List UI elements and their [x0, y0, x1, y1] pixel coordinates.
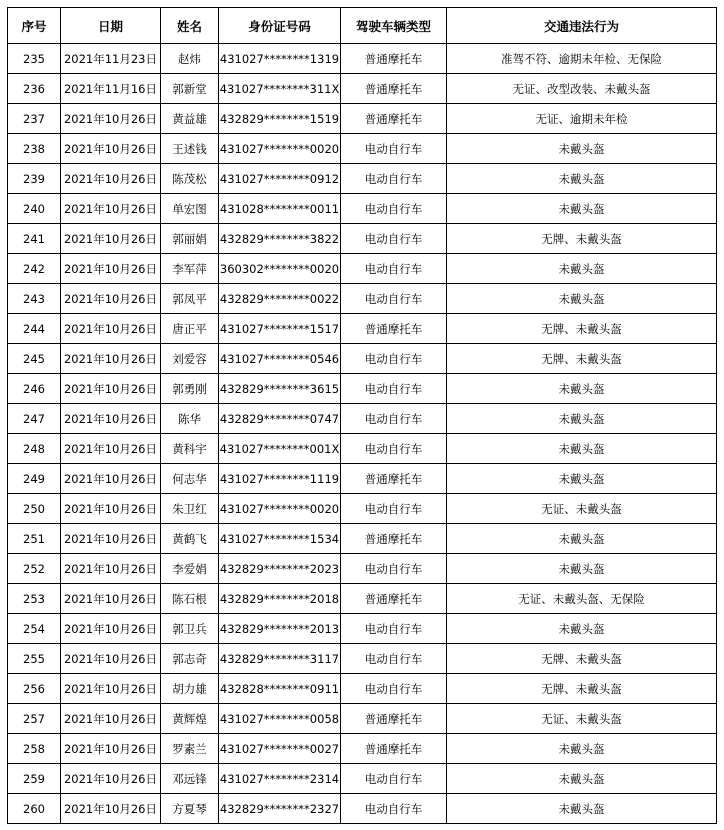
cell-id-number: 432829********0022: [219, 284, 341, 314]
cell-violation: 未戴头盔: [447, 614, 717, 644]
cell-name: 陈华: [161, 404, 219, 434]
cell-date: 2021年10月26日: [61, 554, 161, 584]
table-body: [8, 44, 717, 824]
cell-violation: 未戴头盔: [447, 794, 717, 824]
cell-id-number: 432829********2018: [219, 584, 341, 614]
table-row: [8, 44, 717, 74]
cell-name: 黄鹤飞: [161, 524, 219, 554]
cell-name: 黄益雄: [161, 104, 219, 134]
cell-id-number: 431027********001X: [219, 434, 341, 464]
cell-index: 257: [8, 704, 61, 734]
cell-id-number: 431027********0912: [219, 164, 341, 194]
cell-id-number: 432829********2023: [219, 554, 341, 584]
cell-date: 2021年11月23日: [61, 44, 161, 74]
cell-date: 2021年10月26日: [61, 794, 161, 824]
table-row: [8, 494, 717, 524]
header-row: [8, 8, 717, 44]
cell-violation: 无牌、未戴头盔: [447, 674, 717, 704]
cell-name: 刘爱容: [161, 344, 219, 374]
cell-violation: 未戴头盔: [447, 194, 717, 224]
table-row: [8, 434, 717, 464]
cell-name: 郭丽娟: [161, 224, 219, 254]
cell-index: 247: [8, 404, 61, 434]
header-id-number: 身份证号码: [219, 8, 341, 44]
cell-id-number: 432829********3615: [219, 374, 341, 404]
cell-id-number: 431027********1517: [219, 314, 341, 344]
cell-date: 2021年11月16日: [61, 74, 161, 104]
cell-name: 罗素兰: [161, 734, 219, 764]
cell-name: 邓远锋: [161, 764, 219, 794]
cell-name: 陈茂松: [161, 164, 219, 194]
cell-index: 248: [8, 434, 61, 464]
cell-vehicle-type: 电动自行车: [341, 134, 447, 164]
cell-vehicle-type: 电动自行车: [341, 794, 447, 824]
cell-name: 李军萍: [161, 254, 219, 284]
cell-id-number: 431027********0020: [219, 134, 341, 164]
cell-name: 王述钱: [161, 134, 219, 164]
cell-index: 243: [8, 284, 61, 314]
cell-id-number: 360302********0020: [219, 254, 341, 284]
cell-violation: 无牌、未戴头盔: [447, 314, 717, 344]
cell-violation: 无牌、未戴头盔: [447, 344, 717, 374]
cell-index: 258: [8, 734, 61, 764]
table-row: [8, 314, 717, 344]
table-row: [8, 764, 717, 794]
cell-index: 255: [8, 644, 61, 674]
cell-violation: 未戴头盔: [447, 164, 717, 194]
cell-date: 2021年10月26日: [61, 254, 161, 284]
cell-date: 2021年10月26日: [61, 674, 161, 704]
cell-name: 郭凤平: [161, 284, 219, 314]
table-row: [8, 524, 717, 554]
cell-id-number: 431027********1319: [219, 44, 341, 74]
cell-name: 唐正平: [161, 314, 219, 344]
cell-violation: 未戴头盔: [447, 374, 717, 404]
cell-name: 黄辉煌: [161, 704, 219, 734]
cell-name: 陈石根: [161, 584, 219, 614]
cell-violation: 无证、未戴头盔、无保险: [447, 584, 717, 614]
table-row: [8, 614, 717, 644]
cell-date: 2021年10月26日: [61, 644, 161, 674]
cell-vehicle-type: 普通摩托车: [341, 524, 447, 554]
cell-vehicle-type: 电动自行车: [341, 674, 447, 704]
cell-violation: 无牌、未戴头盔: [447, 644, 717, 674]
cell-date: 2021年10月26日: [61, 374, 161, 404]
violations-table: [7, 7, 717, 824]
cell-date: 2021年10月26日: [61, 224, 161, 254]
table-row: [8, 404, 717, 434]
cell-name: 赵炜: [161, 44, 219, 74]
cell-violation: 未戴头盔: [447, 764, 717, 794]
cell-vehicle-type: 电动自行车: [341, 764, 447, 794]
cell-id-number: 432828********0911: [219, 674, 341, 704]
cell-vehicle-type: 普通摩托车: [341, 734, 447, 764]
cell-id-number: 432829********2013: [219, 614, 341, 644]
cell-vehicle-type: 普通摩托车: [341, 44, 447, 74]
cell-date: 2021年10月26日: [61, 194, 161, 224]
cell-name: 郭卫兵: [161, 614, 219, 644]
cell-index: 254: [8, 614, 61, 644]
cell-name: 朱卫红: [161, 494, 219, 524]
cell-name: 方夏琴: [161, 794, 219, 824]
table-row: [8, 794, 717, 824]
table-header: [8, 8, 717, 44]
table-row: [8, 734, 717, 764]
table-row: [8, 704, 717, 734]
table-row: [8, 254, 717, 284]
cell-index: 241: [8, 224, 61, 254]
cell-index: 239: [8, 164, 61, 194]
cell-date: 2021年10月26日: [61, 104, 161, 134]
cell-id-number: 431027********311X: [219, 74, 341, 104]
table-row: [8, 374, 717, 404]
cell-date: 2021年10月26日: [61, 614, 161, 644]
cell-violation: 准驾不符、逾期未年检、无保险: [447, 44, 717, 74]
cell-date: 2021年10月26日: [61, 704, 161, 734]
cell-index: 251: [8, 524, 61, 554]
cell-date: 2021年10月26日: [61, 164, 161, 194]
cell-id-number: 431027********2314: [219, 764, 341, 794]
cell-id-number: 431027********0020: [219, 494, 341, 524]
cell-vehicle-type: 电动自行车: [341, 554, 447, 584]
cell-index: 250: [8, 494, 61, 524]
cell-index: 246: [8, 374, 61, 404]
header-name: 姓名: [161, 8, 219, 44]
cell-index: 237: [8, 104, 61, 134]
cell-id-number: 431027********0027: [219, 734, 341, 764]
cell-vehicle-type: 电动自行车: [341, 614, 447, 644]
cell-violation: 未戴头盔: [447, 554, 717, 584]
cell-date: 2021年10月26日: [61, 434, 161, 464]
cell-vehicle-type: 普通摩托车: [341, 704, 447, 734]
cell-index: 253: [8, 584, 61, 614]
cell-index: 249: [8, 464, 61, 494]
cell-name: 郭新堂: [161, 74, 219, 104]
cell-violation: 无牌、未戴头盔: [447, 224, 717, 254]
cell-vehicle-type: 电动自行车: [341, 254, 447, 284]
cell-violation: 无证、改型改装、未戴头盔: [447, 74, 717, 104]
table-row: [8, 104, 717, 134]
cell-date: 2021年10月26日: [61, 284, 161, 314]
cell-vehicle-type: 电动自行车: [341, 164, 447, 194]
cell-date: 2021年10月26日: [61, 734, 161, 764]
cell-index: 259: [8, 764, 61, 794]
cell-violation: 未戴头盔: [447, 734, 717, 764]
cell-name: 黄科宇: [161, 434, 219, 464]
cell-id-number: 431027********1119: [219, 464, 341, 494]
cell-name: 何志华: [161, 464, 219, 494]
cell-date: 2021年10月26日: [61, 134, 161, 164]
cell-violation: 未戴头盔: [447, 254, 717, 284]
header-date: 日期: [61, 8, 161, 44]
cell-violation: 未戴头盔: [447, 134, 717, 164]
cell-index: 238: [8, 134, 61, 164]
cell-vehicle-type: 普通摩托车: [341, 104, 447, 134]
cell-violation: 无证、未戴头盔: [447, 494, 717, 524]
cell-violation: 无证、逾期未年检: [447, 104, 717, 134]
table-row: [8, 674, 717, 704]
cell-vehicle-type: 电动自行车: [341, 404, 447, 434]
cell-name: 李爱娟: [161, 554, 219, 584]
cell-violation: 未戴头盔: [447, 284, 717, 314]
cell-vehicle-type: 电动自行车: [341, 434, 447, 464]
table-row: [8, 224, 717, 254]
cell-vehicle-type: 普通摩托车: [341, 74, 447, 104]
table-row: [8, 164, 717, 194]
cell-index: 244: [8, 314, 61, 344]
table-row: [8, 584, 717, 614]
cell-vehicle-type: 电动自行车: [341, 374, 447, 404]
cell-index: 260: [8, 794, 61, 824]
cell-index: 256: [8, 674, 61, 704]
table-row: [8, 284, 717, 314]
cell-vehicle-type: 电动自行车: [341, 344, 447, 374]
cell-index: 235: [8, 44, 61, 74]
cell-vehicle-type: 普通摩托车: [341, 464, 447, 494]
cell-vehicle-type: 电动自行车: [341, 224, 447, 254]
table-row: [8, 464, 717, 494]
cell-date: 2021年10月26日: [61, 764, 161, 794]
cell-vehicle-type: 电动自行车: [341, 194, 447, 224]
cell-index: 252: [8, 554, 61, 584]
cell-id-number: 431027********0058: [219, 704, 341, 734]
table-row: [8, 194, 717, 224]
cell-date: 2021年10月26日: [61, 464, 161, 494]
cell-violation: 未戴头盔: [447, 404, 717, 434]
cell-index: 242: [8, 254, 61, 284]
cell-vehicle-type: 普通摩托车: [341, 314, 447, 344]
table-row: [8, 554, 717, 584]
cell-date: 2021年10月26日: [61, 494, 161, 524]
cell-vehicle-type: 普通摩托车: [341, 584, 447, 614]
table-row: [8, 344, 717, 374]
cell-index: 240: [8, 194, 61, 224]
cell-vehicle-type: 电动自行车: [341, 644, 447, 674]
cell-id-number: 432829********1519: [219, 104, 341, 134]
cell-id-number: 432829********3822: [219, 224, 341, 254]
cell-violation: 无证、未戴头盔: [447, 704, 717, 734]
table-row: [8, 74, 717, 104]
cell-id-number: 431027********1534: [219, 524, 341, 554]
cell-date: 2021年10月26日: [61, 314, 161, 344]
cell-id-number: 431028********0011: [219, 194, 341, 224]
table-row: [8, 644, 717, 674]
cell-index: 245: [8, 344, 61, 374]
cell-vehicle-type: 电动自行车: [341, 284, 447, 314]
cell-violation: 未戴头盔: [447, 434, 717, 464]
cell-id-number: 432829********0747: [219, 404, 341, 434]
cell-id-number: 431027********0546: [219, 344, 341, 374]
cell-date: 2021年10月26日: [61, 344, 161, 374]
cell-id-number: 432829********2327: [219, 794, 341, 824]
header-index: 序号: [8, 8, 61, 44]
cell-date: 2021年10月26日: [61, 524, 161, 554]
cell-name: 郭志奇: [161, 644, 219, 674]
cell-date: 2021年10月26日: [61, 584, 161, 614]
cell-name: 郭勇刚: [161, 374, 219, 404]
cell-vehicle-type: 电动自行车: [341, 494, 447, 524]
cell-index: 236: [8, 74, 61, 104]
header-violation: 交通违法行为: [447, 8, 717, 44]
cell-date: 2021年10月26日: [61, 404, 161, 434]
cell-violation: 未戴头盔: [447, 464, 717, 494]
table-row: [8, 134, 717, 164]
header-vehicle-type: 驾驶车辆类型: [341, 8, 447, 44]
cell-id-number: 432829********3117: [219, 644, 341, 674]
cell-violation: 未戴头盔: [447, 524, 717, 554]
cell-name: 胡力雄: [161, 674, 219, 704]
cell-name: 单宏图: [161, 194, 219, 224]
